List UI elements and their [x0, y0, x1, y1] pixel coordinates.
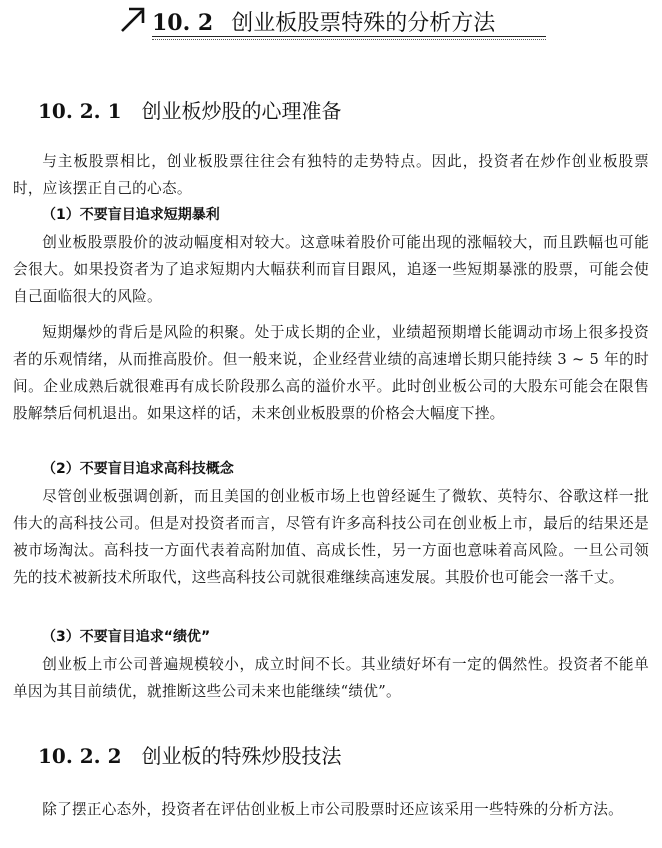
paragraph-2-1: 尽管创业板强调创新，而且美国的创业板市场上也曾经诞生了微软、英特尔、谷歌这样一批伟大的高科技公司。但是对投资者而言，尽管有许多高科技公司在创业板上市，最后的结果还是被市场淘汰。高科技一方面代表着高附加值、高成长性，另一方面也意味着高风险。一旦公司领先的技术被新技术所取代，这些高科技公司就很难继续高速发展。其股价也可能会一落千丈。 — [13, 488, 649, 586]
section-heading-10-2-1 — [38, 95, 342, 124]
header-dotted-rule — [152, 39, 546, 40]
outro-paragraph: 除了摆正心态外，投资者在评估创业板上市公司股票时还应该采用一些特殊的分析方法。 — [42, 801, 624, 818]
section-heading-10-2-2 — [38, 740, 342, 769]
section-title: 创业板炒股的心理准备 — [141, 99, 342, 123]
section-number: 10. 2. 1 — [38, 99, 122, 123]
header-underline — [152, 36, 546, 37]
paragraph-3-1: 创业板上市公司普遍规模较小，成立时间不长。其业绩好坏有一定的偶然性。投资者不能单单因为其目前绩优，就推断这些公司未来也能继续“绩优”。 — [13, 656, 649, 700]
chapter-section-header — [118, 4, 546, 40]
arrow-icon — [118, 4, 148, 34]
header-title — [152, 6, 495, 37]
section-title: 创业板的特殊炒股技法 — [141, 744, 342, 768]
intro-paragraph: 与主板股票相比，创业板股票往往会有独特的走势特点。因此，投资者在炒作创业板股票时，应该摆正自己的心态。 — [13, 153, 649, 197]
subheading-2: （2）不要盲目追求高科技概念 — [42, 461, 234, 477]
paragraph-1-2: 短期爆炒的背后是风险的积聚。处于成长期的企业，业绩超预期增长能调动市场上很多投资者的乐观情绪，从而推高股价。但一般来说，企业经营业绩的高速增长期只能持续 3 ~ 5 年的时间。企业成熟后就很难再有成长阶段那么高的溢价水平。此时创业板公司的大股东可能会在限售股解禁后伺机退出。如果这样的话，未来创业板股票的价格会大幅度下挫。 — [13, 324, 649, 422]
subheading-3: （3）不要盲目追求“绩优” — [42, 629, 211, 645]
header-title-text: 创业板股票特殊的分析方法 — [231, 11, 496, 36]
section-number: 10. 2. 2 — [38, 744, 122, 768]
paragraph-1-1: 创业板股票股价的波动幅度相对较大。这意味着股价可能出现的涨幅较大，而且跌幅也可能会很大。如果投资者为了追求短期内大幅获利而盲目跟风，追逐一些短期暴涨的股票，可能会使自己面临很大的风险。 — [13, 234, 649, 305]
header-number: 10. 2 — [152, 10, 214, 36]
subheading-1: （1）不要盲目追求短期暴利 — [42, 207, 220, 223]
